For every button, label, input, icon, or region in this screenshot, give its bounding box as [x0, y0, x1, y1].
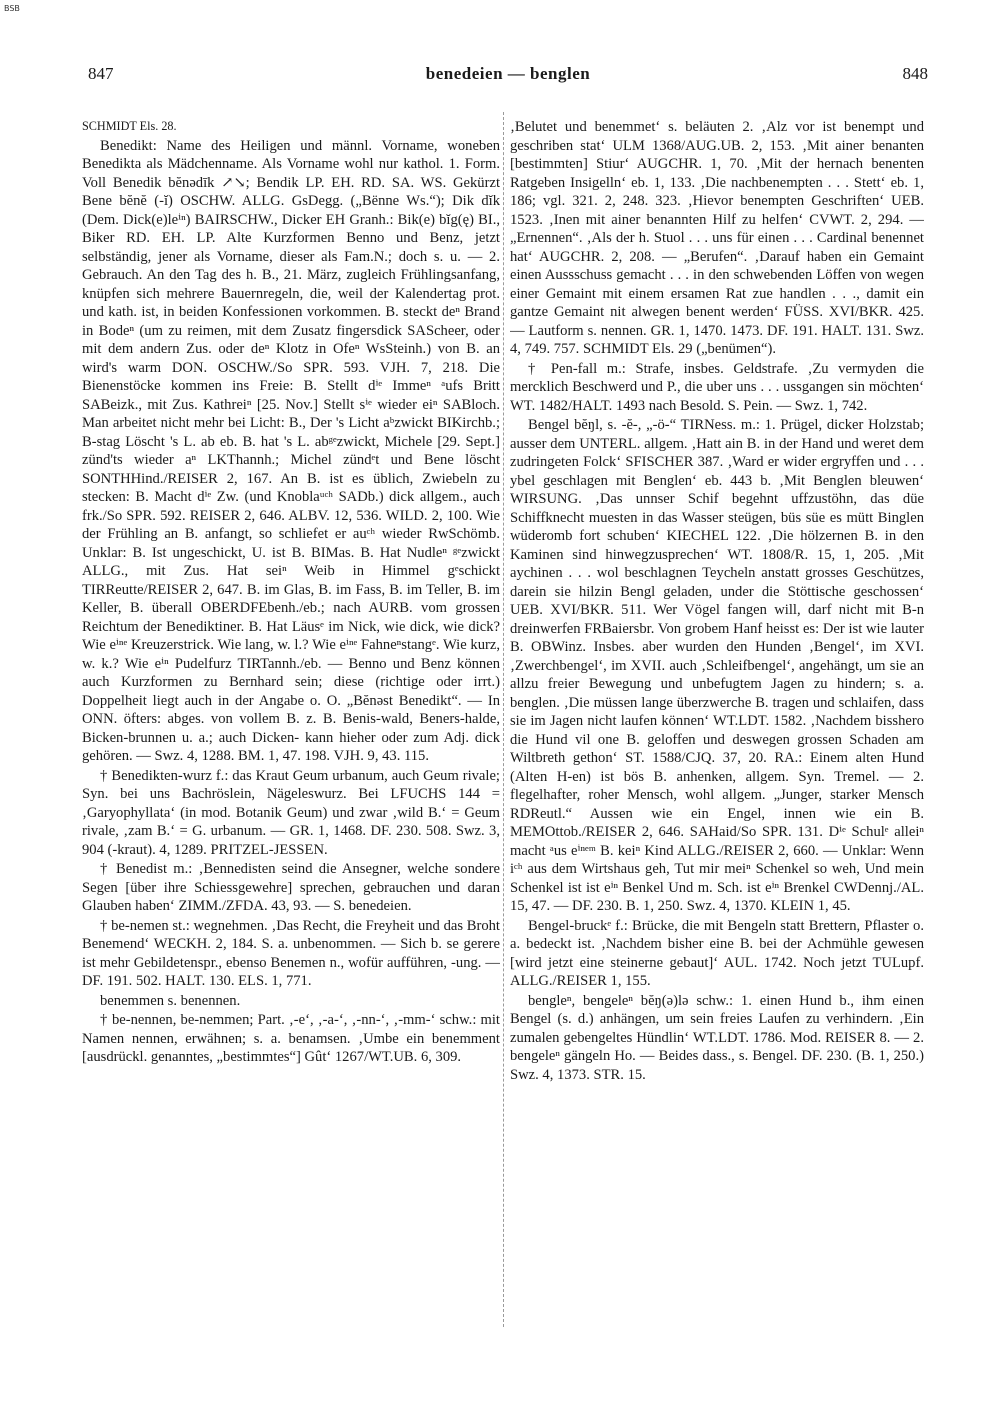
dictionary-entry: ‚Belutet und benemmet‘ s. beläuten 2. ‚Alz vor ist benempt und geschriben stat‘ ULM 1368/AUG.UB. 2, 153. ‚Mit ainer benanten [bestimmten] Stiur‘ AUGCHR. 1, 70. ‚Mit der hernach benenten Ratgeben Insigelln‘ eb. 1, 133. ‚Die nachbenempten . . . Stett‘ eb. 1, 186; vgl. 321. 2, 248. 323. ‚Hievor benempten Geschriften‘ UEB. 1523. ‚Inen mit ainer benannten Hilf zu helfen‘ CVWT. 2, 294. — „Ernennen“. ‚Als der h. Stuol . . . uns für einen . . . Cardinal benennet hat‘ AUGCHR. 2, 208. — „Berufen“. ‚Darauf haben ein Gemaint einen Aussschuss gemacht . . . in den schwebenden Löffen von wegen einer Gemaint mit einem ersamen Rat zue handlen . . ., damit ein gantze Gemaint nit alwegen benent werden‘ FÜSS. XVI/BKR. 425. — Lautform s. nennen. GR. 1, 1470. 1473. DF. 191. HALT. 131. Swz. 4, 749. 757. SCHMIDT Els. 29 („benümen“). [510, 119, 924, 357]
running-header [88, 64, 928, 88]
dictionary-entry: Bengel bĕŋl, s. -ĕ-, „-ö-“ TIRNess. m.: 1. Prügel, dicker Holzstab; ausser dem UNTERL. allgem. ‚Hatt ain B. in der Hand und weret dem zudringeten Folck‘ SFISCHER 387. ‚Ward er wider ergryffen und . . . ybel geschlagen mit Benglen‘ eb. 443 b. ‚Mit Benglen bleuwen‘ WIRSUNG. ‚Das unnser Schif begehnt uffzustöhn, das düe Schiffknecht muesten in das Wasser steügen, büs süe es mütt Binglen wüderomb fort schuben‘ KIECHEL 122. ‚Die hölzernen B. in den Kaminen sind hinwegzusprechen‘ WT. 1808/R. 15, 1, 205. ‚Mit aychinen . . . wol beschlagnen Teycheln anstatt grosses Geschützes, darein sie hilzin Bengl geladen, under die Stöttische geschossen‘ UEB. XVI/BKR. 511. Wer Vögel fangen will, darf nicht mit B-n dreinwerfen FRBaiersbr. Von grobem Hanf heisst es: Der ist wie lauter B. OBWinz. Insbes. aber wurden den Hunden ‚Bengel‘, im XVI. ‚Zwerchbengel‘, im XVII. auch ‚Schleifbengel‘, angehängt, um sie an allzu freier Bewegung und unbefugtem Jagen zu hindern; s. a. benglen. ‚Die müssen lange überzwerche B. tragen und schlaifen, dass sie im Jagen nicht laufen können‘ WT.LDT. 1582. ‚Nachdem bisshero die Hund vil one B. geloffen und deswegen grossen Schaden am Wiltbreth gethon‘ ST. 1588/CJQ. 37, 20. RA.: Einem alten Hund (Alten H-en) ist bös B. anhenken, allgem. Syn. Tremel. — 2. flegelhafter, roher Mensch, wohl allgem. „Junger, starker Mensch RDReutl.“ Aussen wie ein Engel, innen wie ein B. MEMOttob./REISER 2, 646. SAHaid/So SPR. 131. Dⁱᵉ Schulᵉ alleiⁿ macht ᵃus eⁱⁿᵉᵐ B. keiⁿ Kind ALLG./REISER 2, 660. — Unklar: Wenn iᶜʰ aus dem Wirtshaus geh, Tut mir meiⁿ Schenkel so weh, Und mein Schenkel ist ist eⁱⁿ Benkel Und m. Sch. ist eⁱⁿ Brenkel CWDennj./AL. 15, 47. — DF. 230. B. 1, 250. Swz. 4, 1370. KLEIN 1, 45. [510, 417, 924, 914]
running-title: benedeien — benglen [425, 64, 591, 83]
dictionary-entry: † be-nemen st.: wegnehmen. ‚Das Recht, die Freyheit und das Broht Benemend‘ WECKH. 2, 184. S. a. unbenommen. — Sich b. se gerere ist mehr Gebildetenspr., ebenso Benemen n., wofür aufführen, -ung. — DF. 191. 502. HALT. 130. ELS. 1, 771. [82, 917, 500, 989]
page-number-left: 847 [88, 64, 114, 83]
dictionary-entry: † Benedist m.: ‚Bennedisten seind die Ansegner, welche sondere Segen [über ihre Schiessgewehre] sprechen, gebrauchen und daran Glauben haben‘ ZIMM./ZFDA. 43, 93. — S. benedeien. [82, 861, 500, 914]
dictionary-entry: Bengel-bruckᵉ f.: Brücke, die mit Bengeln statt Brettern, Pflaster o. a. bedeckt ist. ‚Nachdem bisher eine B. bei der Achmühle gewesen [wird jetzt eine steinerne gebaut]‘ AUL. 1742. Noch jetzt TULupf. ALLG./REISER 1, 155. [510, 917, 924, 989]
left-column [82, 118, 500, 1328]
dictionary-entry: † Benedikten-wurz f.: das Kraut Geum urbanum, auch Geum rivale; Syn. bei uns Bachröslein, Nägeleswurz. Bei LFUCHS 144 = ‚Garyophyllata‘ (in mod. Botanik Geum) und zwar ‚wild B.‘ = Geum rivale, ‚zam B.‘ = G. urbanum. — GR. 1, 1468. DF. 230. 508. Swz. 3, 904 (-kraut). 4, 1289. PRITZEL-JESSEN. [82, 767, 500, 858]
dictionary-entry: SCHMIDT Els. 28. [82, 119, 177, 133]
column-divider [503, 112, 504, 1327]
dictionary-entry: † be-nennen, be-nemmen; Part. ‚-e‘, ‚-a-‘, ‚-nn-‘, ‚-mm-‘ schw.: mit Namen nennen, erwähnen; s. a. benamsen. ‚Umbe ein benemment [ausdrückl. genanntes, „bestimmtes“] Gût‘ 1267/WT.UB. 6, 309. [82, 1012, 500, 1065]
library-stamp: BSB [4, 4, 20, 13]
dictionary-entry: † Pen-fall m.: Strafe, insbes. Geldstrafe. ‚Zu vermyden die mercklich Beschwerd und P., die uber uns . . . ussgangen sin möchten‘ WT. 1482/HALT. 1493 nach Besold. S. Pein. — Swz. 1, 742. [510, 360, 924, 414]
dictionary-entry: bengleⁿ, bengeleⁿ bĕŋ(ə)lə schw.: 1. einen Hund b., ihm einen Bengel (s. d.) anhängen, um sein freies Laufen zu verhindern. ‚Ein zumalen gebengeltes Hündlin‘ WT.LDT. 1786. Mod. REISER 8. — 2. bengeleⁿ gängeln Ho. — Beides dass., s. Bengel. DF. 230. (B. 1, 250.) Swz. 4, 1373. STR. 15. [510, 992, 924, 1083]
dictionary-entry: benemmen s. benennen. [100, 992, 241, 1009]
right-column [510, 118, 924, 1328]
dictionary-entry: Benedikt: Name des Heiligen und männl. Vorname, woneben Benedikta als Mädchenname. Als Vorname wohl nur kathol. 1. Form. Voll Benedik bĕnədīk ↗↘; Bendik LP. EH. RD. SA. WS. Gekürzt Bene bĕnĕ (-ĭ) OSCHW. ALLG. GsDegg. („Bënne Ws.“); Dik dĭk (Dem. Dick(e)leⁱⁿ) BAIRSCHW., Dicker EH Granh.: Bik(e) bĭg(ę) BI., Biker RD. EH. LP. Alte Kurzformen Benno und Benz, jetzt selbständig, jener als Vorname, dieser als Fam.N.; doch s. u. — 2. Gebrauch. An den Tag des h. B., 21. März, zugleich Frühlingsanfang, knüpfen sich mehrere Bauernregeln, die, weil der Kalendertag prot. und kath. ist, in beiden Konfessionen vorkommen. B. steckt deⁿ Brand in Bodeⁿ (um zu reimen, mit dem Zusatz fingersdick SAScheer, oder mit dem andern Zus. oder deⁿ Klotz in Ofeⁿ WsSteinh.) von B. an wird's warm DON. OSCHW./So SPR. 593. VJH. 7, 218. Die Bienenstöcke kommen ins Freie: B. Stellt dⁱᵉ Immeⁿ ᵃufs Britt SABeizk., mit Zus. Kathreiⁿ [25. Nov.] Stellt sⁱᵉ wieder eiⁿ SABloch. Man arbeitet nicht mehr bei Licht: B., Der 's Licht aᵇzwickt BIKirchb.; B-stag Löscht 's L. ab eb. B. hat 's L. abᵍᵉzwickt, Michele [29. Sept.] zünd'ts wieder aⁿ LKThannh.; Michel zündᵉt und Bene löscht SONTHHind./REISER 2, 167. An B. ist es üblich, Zwiebeln zu stecken: B. Macht dⁱᵉ Zw. (und Knoblaᵘᶜʰ SADb.) dick allgem., auch frk./So SPR. 592. REISER 2, 646. ALBV. 12, 536. WILD. 2, 100. Wie der Frühling an B. anfangt, so schliefet er auᶜʰ wieder RwSchömb. Unklar: B. Ist ungeschickt, U. ist B. BIMas. B. Hat Nudleⁿ ᵍᵉzwickt ALLG., mit Zus. Hat seiⁿ Weib in Himmel gᵉschickt TIRReutte/REISER 2, 647. B. im Glas, B. im Fass, B. im Teller, B. im Keller, B. überall OBERDFEbenh./eb.; nach AURB. vom grossen Reichtum der Benediktiner. B. Hat Läusᵉ im Nick, wie dick, wie dick? Wie eⁱⁿᵉ Kreuzerstrick. Wie lang, w. l.? Wie eⁱⁿᵉ Fahneⁿstangᵉ. Wie kurz, w. k.? Wie eⁱⁿ Pudelfurz TIRTannh./eb. — Benno und Benz können auch Kurzformen zu Bernhard sein; diese (richtige oder irrt.) Doppelheit liegt auch in der Angabe o. O. „Bĕnəst Benedikt“. — In ONN. öfters: abges. von vollem B. z. B. Benis-wald, Beners-halde, Bicken-brunnen u. a.; auch Dicken- kann hieher oder zum Adj. dick gehören. — Swz. 4, 1288. BM. 1, 47. 198. VJH. 9, 43. 115. [82, 137, 500, 764]
page-number-right: 848 [902, 64, 928, 83]
